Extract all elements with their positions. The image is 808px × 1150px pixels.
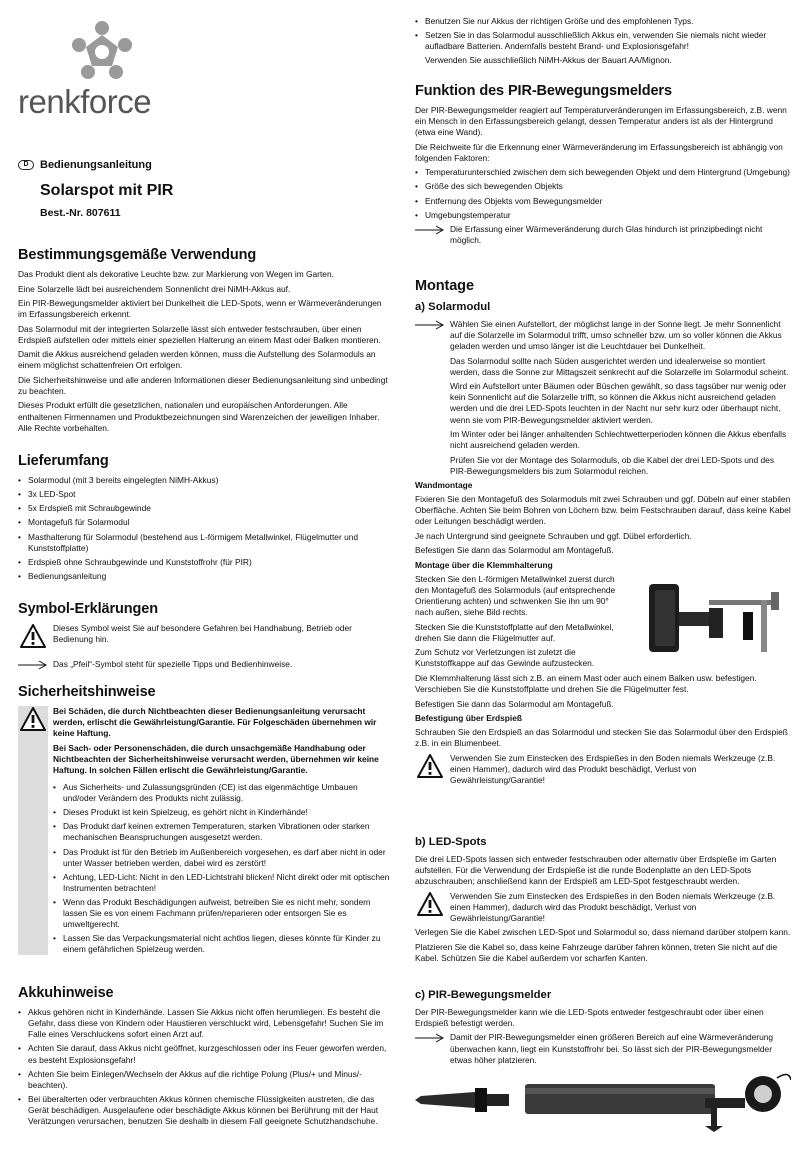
subsection-heading: c) PIR-Bewegungsmelder	[415, 989, 552, 1001]
list-item: • Akkus gehören nicht in Kinderhände. Lassen Sie Akkus nicht offen herumliegen. Es besteht die Gefahr, dass diese von Kindern oder Haustieren verschluckt wird, Lebensgefahr! Suchen Sie im Falle eines Verschluckens sofort einen Arzt auf.	[18, 1007, 392, 1040]
section-heading: Lieferumfang	[18, 453, 109, 469]
list-item: • Bedienungsanleitung	[18, 571, 392, 582]
list-item: • Setzen Sie in das Solarmodul ausschließlich Akkus ein, verwenden Sie niemals nicht wieder aufladbare Batterien. Andernfalls besteht Brand- und Explosionsgefahr!	[415, 30, 791, 52]
warning-text: Dieses Symbol weist Sie auf besondere Gefahren bei Handhabung, Betrieb oder Bedienung hin.	[53, 623, 352, 645]
subheading-clamp-mount: Montage über die Klemmhalterung	[415, 559, 553, 570]
list-item: • Masthalterung für Solarmodul (bestehend aus L-förmigem Metallwinkel, Flügelmutter und Kunststoffplatte)	[18, 532, 392, 554]
pir-factors-list	[415, 167, 791, 220]
list-item: • Aus Sicherheits- und Zulassungsgründen (CE) ist das eigenmächtige Umbauen und/oder Verändern des Produkts nicht zulässig.	[53, 782, 392, 804]
list-item: • Wenn das Produkt Beschädigungen aufweist, betreiben Sie es nicht mehr, sondern lassen Sie es von einem Fachmann prüfen/reparieren oder entsorgen Sie es umweltgerecht.	[53, 897, 392, 930]
paragraph: Wird ein Aufstellort unter Bäumen oder Büschen gewählt, so dass tagsüber nur wenig oder kein Sonnenlicht auf die Solarzelle trifft, so können die Akkus nicht ausreichend geladen werden und die drei LED-Spots leuchten in der Nacht nur sehr kurz oder überhaupt nicht, wenn sie vom PIR-Bewegungsmelder aktiviert werden.	[450, 381, 787, 425]
battery-notes-continued	[415, 16, 791, 70]
clamp-mount-block	[415, 574, 791, 670]
arrow-icon	[415, 320, 445, 330]
paragraph: Das Solarmodul sollte nach Süden ausgerichtet werden und idealerweise so montiert werden, dass die Sonne zur Mittagszeit senkrecht auf die Solarzelle im Solarmodul scheint.	[450, 355, 789, 377]
paragraph: Zum Schutz vor Verletzungen ist zuletzt die Kunststoffkappe auf das Gewinde aufzustecken.	[415, 647, 595, 669]
safety-bold-paragraph: Bei Sach- oder Personenschäden, die durch unsachgemäße Handhabung oder Nichtbeachten der Sicherheitshinweise verursacht werden, übernehmen wir keine Haftung. In solchen Fällen erlischt die Gewährleistung/Garantie.	[53, 742, 379, 775]
paragraph: Das Produkt dient als dekorative Leuchte bzw. zur Markierung von Wegen im Garten.	[18, 269, 334, 280]
section-pir-mounting	[415, 988, 791, 1134]
warning-triangle-icon	[20, 707, 46, 731]
paragraph: Das Solarmodul mit der integrierten Solarzelle lässt sich entweder festschrauben, über einen Erdspieß aufstellen oder mittels einer speziellen Halterung an einem Mast oder Balken montieren.	[18, 323, 381, 345]
list-item: • Entfernung des Objekts vom Bewegungsmelder	[415, 196, 791, 207]
language-badge: D	[18, 160, 34, 170]
paragraph: Wählen Sie einen Aufstellort, der möglichst lange in der Sonne liegt. Je mehr Sonnenlicht auf die Solarzelle im Solarmodul trifft, umso schneller bzw. um so voller können die Akkus geladen werden und umso länger ist die Leuchtdauer bei Dunkelheit.	[450, 319, 782, 352]
paragraph: Die Sicherheitshinweise und alle anderen Informationen dieser Bedienungsanleitung sind unbedingt zu beachten.	[18, 374, 388, 396]
arrow-symbol-explanation	[18, 659, 392, 670]
list-item: • Größe des sich bewegenden Objekts	[415, 181, 791, 192]
list-item: • Achtung, LED-Licht: Nicht in den LED-Lichtstrahl blicken! Nicht direkt oder mit optischen Instrumenten betrachten!	[53, 872, 392, 894]
paragraph: Stecken Sie die Kunststoffplatte auf den Metallwinkel, drehen Sie dann die Flügelmutter auf.	[415, 621, 614, 643]
list-item: • Umgebungstemperatur	[415, 210, 791, 221]
section-heading: Montage	[415, 278, 474, 294]
section-led-spots	[415, 835, 791, 967]
section-mounting	[415, 277, 791, 789]
warning-text: Verwenden Sie zum Einstecken des Erdspießes in den Boden niemals Werkzeuge (z.B. einen Hammer), dadurch wird das Produkt beschädigt, Verlust von Gewährleistung/Garantie!	[450, 752, 776, 785]
section-scope-of-delivery	[18, 452, 392, 585]
renkforce-star-logo-icon	[18, 18, 158, 80]
list-item: • Montagefuß für Solarmodul	[18, 517, 392, 528]
arrow-note-text: Die Erfassung einer Wärmeveränderung durch Glas hindurch ist prinzipbedingt nicht möglich.	[450, 223, 763, 245]
paragraph: Der PIR-Bewegungsmelder reagiert auf Temperaturveränderungen im Erfassungsbereich, z.B. wenn ein Mensch in den Erfassungsbereich gelangt, dessen Temperatur anders ist als der Hintergrund (etwa eine Wand).	[415, 105, 787, 138]
order-number: Best.-Nr. 807611	[40, 206, 121, 219]
subheading-wall-mount: Wandmontage	[415, 480, 473, 491]
list-item: • Benutzen Sie nur Akkus der richtigen Größe und des empfohlenen Typs.	[415, 16, 791, 27]
paragraph: Je nach Untergrund sind geeignete Schrauben und ggf. Dübel erforderlich.	[415, 530, 692, 541]
safety-side-bar	[18, 706, 48, 955]
brand-name: renkforce	[18, 83, 152, 120]
solar-placement-notes	[415, 319, 791, 477]
manual-label: Bedienungsanleitung	[40, 159, 152, 171]
document-title: Solarspot mit PIR	[40, 181, 174, 199]
paragraph: Prüfen Sie vor der Montage des Solarmoduls, ob die Kabel der drei LED-Spots und des PIR-Bewegungsmelders bis zum Solarmodul reichen.	[450, 454, 775, 476]
list-item: • Erdspieß ohne Schraubgewinde und Kunststoffrohr (für PIR)	[18, 557, 392, 568]
list-item: • Dieses Produkt ist kein Spielzeug, es gehört nicht in Kinderhände!	[53, 807, 392, 818]
safety-bold-paragraph: Bei Schäden, die durch Nichtbeachten dieser Bedienungsanleitung verursacht werden, erlischt die Gewährleistung/Garantie. Für Folgeschäden übernehmen wir keine Haftung.	[53, 706, 377, 739]
scope-list	[18, 475, 392, 582]
section-symbols	[18, 600, 392, 674]
paragraph: Verlegen Sie die Kabel zwischen LED-Spot und Solarmodul so, dass niemand darüber stolpern kann.	[415, 927, 791, 938]
list-item: • Solarmodul (mit 3 bereits eingelegten NiMH-Akkus)	[18, 475, 392, 486]
paragraph: Eine Solarzelle lädt bei ausreichendem Sonnenlicht drei NiMH-Akkus auf.	[18, 283, 291, 294]
list-item: • Achten Sie beim Einlegen/Wechseln der Akkus auf die richtige Polung (Plus/+ und Minus/- beachten).	[18, 1069, 392, 1091]
paragraph: Befestigen Sie dann das Solarmodul am Montagefuß.	[415, 698, 614, 709]
paragraph: Die drei LED-Spots lassen sich entweder festschrauben oder alternativ über Erdspieße im Garten aufstellen. Für die Verwendung der Erdspieße ist die runde Bodenplatte an den LED-Spots abzuschrauben; anschließend kann der Erdspieß am LED-Spot festgeschraubt werden.	[415, 853, 777, 887]
paragraph: Damit die Akkus ausreichend geladen werden können, muss die Aufstellung des Solarmoduls an einem möglichst schattenfreien Ort erfolgen.	[18, 349, 376, 371]
list-item: • Das Produkt ist für den Betrieb im Außenbereich vorgesehen, es darf aber nicht in oder unter Wasser betrieben werden, dabei wird es zerstört!	[53, 847, 392, 869]
paragraph: Fixieren Sie den Montagefuß des Solarmoduls mit zwei Schrauben und ggf. Dübeln auf einer stabilen Oberfläche. Achten Sie beim Bohren von Löchern bzw. beim Festschrauben darauf, dass keine Kabel oder Leitungen beschädigt werden.	[415, 494, 791, 527]
arrow-icon	[415, 225, 445, 235]
arrow-text: Das „Pfeil“-Symbol steht für spezielle Tipps und Bedienhinweise.	[53, 659, 293, 670]
subheading-ground-spike: Befestigung über Erdspieß	[415, 713, 523, 724]
paragraph: Die Klemmhalterung lässt sich z.B. an einem Mast oder auch einem Balken usw. befestigen. Verschieben Sie die Kunststoffplatte und drehen Sie die Flügelmutter fest.	[415, 672, 757, 695]
section-heading: Sicherheitshinweise	[18, 684, 156, 700]
arrow-note-text: Damit der PIR-Bewegungsmelder einen größeren Bereich auf eine Wärmeveränderung überwachen kann, liegt ein Kunststoffrohr bei. So lässt sich der PIR-Bewegungsmelder etwas höher platzieren.	[450, 1032, 774, 1065]
document-header	[18, 158, 392, 220]
section-heading: Symbol-Erklärungen	[18, 601, 159, 617]
section-safety	[18, 683, 392, 958]
list-item: • Lassen Sie das Verpackungsmaterial nicht achtlos liegen, dieses könnte für Kinder zu einem gefährlichen Spielzeug werden.	[53, 933, 392, 955]
section-battery-notes	[18, 984, 392, 1130]
paragraph: Die Reichweite für die Erkennung einer Wärmeveränderung im Erfassungsbereich ist abhängig von folgenden Faktoren:	[415, 141, 783, 163]
subsection-heading: b) LED-Spots	[415, 836, 487, 848]
ground-spike-warning	[415, 753, 791, 786]
section-intended-use	[18, 246, 392, 437]
warning-symbol-explanation	[18, 623, 392, 653]
section-heading: Funktion des PIR-Bewegungsmelders	[415, 83, 672, 99]
safety-list	[53, 782, 392, 955]
list-item: • Bei überalterten oder verbrauchten Akkus können chemische Flüssigkeiten austreten, die das Gerät beschädigen. Ausgelaufene oder beschädigte Akkus können bei Berührung mit der Haut Verätzungen verursachen, benutzen Sie deshalb in diesem Fall geeignete Schutzhandschuhe.	[18, 1094, 392, 1127]
list-item: • Achten Sie darauf, dass Akkus nicht geöffnet, kurzgeschlossen oder ins Feuer geworfen werden, es besteht Explosionsgefahr!	[18, 1043, 392, 1065]
paragraph: Ein PIR-Bewegungsmelder aktiviert bei Dunkelheit die LED-Spots, wenn er Wärmeveränderungen im Erfassungsbereich erkennt.	[18, 298, 382, 320]
section-heading: Bestimmungsgemäße Verwendung	[18, 247, 257, 263]
paragraph: Befestigen Sie dann das Solarmodul am Montagefuß.	[415, 545, 614, 556]
battery-type-note: Verwenden Sie ausschließlich NiMH-Akkus der Bauart AA/Mignon.	[425, 55, 672, 66]
section-heading: Akkuhinweise	[18, 985, 114, 1001]
paragraph: Schrauben Sie den Erdspieß an das Solarmodul und stecken Sie das Solarmodul über den Erdspieß z.B. in ein Blumenbeet.	[415, 727, 788, 749]
pir-glass-note	[415, 224, 791, 246]
brand-logo	[18, 18, 158, 118]
pir-parts-illustration	[415, 1070, 791, 1134]
arrow-icon	[18, 660, 48, 670]
paragraph: Stecken Sie den L-förmigen Metallwinkel zuerst durch den Montagefuß des Solarmoduls (auf entsprechende Orientierung achten) und schwenken Sie ihn um 90° nach außen, siehe Bild rechts.	[415, 574, 616, 618]
section-pir-function	[415, 82, 791, 249]
clamp-mount-illustration	[631, 574, 791, 666]
warning-triangle-icon	[20, 624, 46, 648]
arrow-icon	[415, 1033, 445, 1043]
battery-list	[18, 1007, 392, 1127]
paragraph: Im Winter oder bei länger anhaltenden Schlechtwetterperioden können die Akkus ebenfalls nicht ausreichend geladen werden.	[450, 429, 787, 451]
led-spike-warning	[415, 891, 791, 924]
list-item: • 5x Erdspieß mit Schraubgewinde	[18, 503, 392, 514]
paragraph: Dieses Produkt erfüllt die gesetzlichen, nationalen und europäischen Anforderungen. Alle enthaltenen Firmennamen und Produktbezeichnungen sind Warenzeichen der jeweiligen Inhaber. Alle Rechte vorbehalten.	[18, 400, 380, 433]
list-item: • Temperaturunterschied zwischen dem sich bewegenden Objekt und dem Hintergrund (Umgebung)	[415, 167, 791, 178]
list-item: • Das Produkt darf keinen extremen Temperaturen, starken Vibrationen oder starken mechanischen Beanspruchungen ausgesetzt werden.	[53, 821, 392, 843]
warning-triangle-icon	[417, 754, 443, 778]
warning-text: Verwenden Sie zum Einstecken des Erdspießes in den Boden niemals Werkzeuge (z.B. einen Hammer), dadurch wird das Produkt beschädigt, Verlust von Gewährleistung/Garantie!	[450, 890, 776, 923]
subsection-heading: a) Solarmodul	[415, 301, 491, 314]
paragraph: Der PIR-Bewegungsmelder kann wie die LED-Spots entweder festgeschraubt oder über einen Erdspieß befestigt werden.	[415, 1006, 764, 1028]
warning-triangle-icon	[417, 892, 443, 916]
pir-tube-note	[415, 1032, 791, 1065]
battery-list-continued	[415, 16, 791, 52]
list-item: • 3x LED-Spot	[18, 489, 392, 500]
paragraph: Platzieren Sie die Kabel so, dass keine Fahrzeuge darüber fahren können, treten Sie nicht auf die Kabel. Schützen Sie die Kabel außerdem vor scharfen Kanten.	[415, 941, 778, 963]
